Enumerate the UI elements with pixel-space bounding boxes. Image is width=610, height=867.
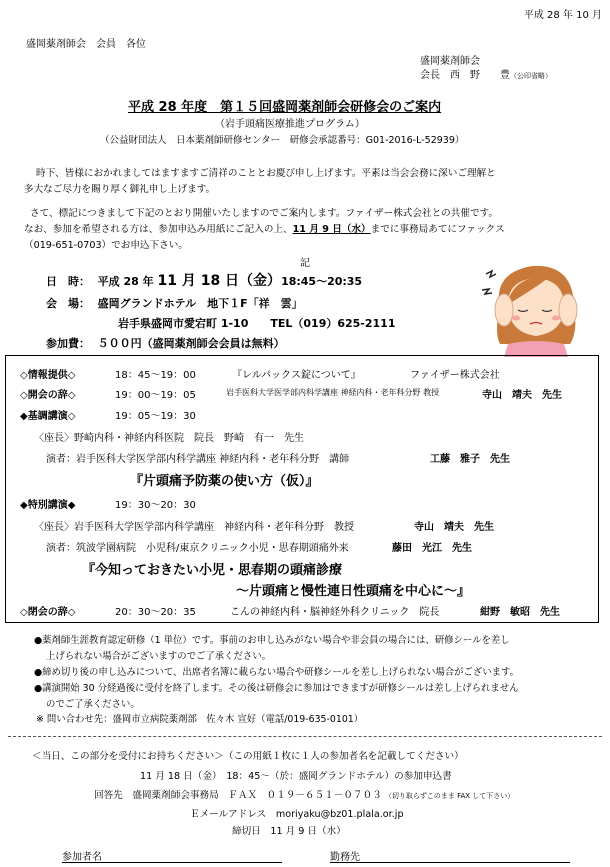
sender-name: 会長 西 野 豊（公印省略） <box>420 70 552 81</box>
special-time: 19：30～20：30 <box>115 500 196 511</box>
note-1-line2: 上げられない場合がございますのでご了承ください。 <box>46 651 272 662</box>
keynote-time: 19：05～19：30 <box>115 411 196 422</box>
cut-line <box>8 736 602 737</box>
body-para2-line1: さて、標記につきまして下記のとおり開催いたしますのでご案内します。ファイザー株式会社との共催です。 <box>30 208 498 219</box>
contact-info: ※ 問い合わせ先：盛岡市立病院薬剤部 佐々木 宣好（電話/019-635-0101） <box>36 714 364 725</box>
closing-name: 紺野 敏昭 先生 <box>480 607 560 618</box>
page-title: 平成 28 年度 第１５回盛岡薬剤師会研修会のご案内 <box>128 100 442 115</box>
body-para2-line2: なお、参加を希望される方は、参加申込み用紙にご記入の上、11 月 9 日（水）までに事務局あてにファックス <box>24 224 505 235</box>
approval-number: （公益財団法人 日本薬剤師研修センター 研修会承認番号：G01-2016-L-52939） <box>100 135 465 146</box>
special-title-line1: 『今知っておきたい小児・思春期の頭痛診療 <box>82 563 343 578</box>
note-1-line1: ●薬剤師生涯教育認定研修（1 単位）です。事前のお申し込みがない場合や非会員の場合には、研修シールを差し <box>34 635 510 646</box>
event-address: 岩手県盛岡市愛宕町 1-10 TEL（019）625-2111 <box>118 317 396 330</box>
workplace-field[interactable] <box>330 862 570 863</box>
subtitle: （岩手頭痛医療推進プログラム） <box>215 119 365 130</box>
note-2-line1: ●締め切り後の申し込みについて、出席者名簿に載らない場合や研修シールを差し上げられない場合がございます。 <box>34 667 519 678</box>
deadline-emphasis: 11 月 9 日（水） <box>292 224 371 235</box>
keynote-speaker-affil: 演者：岩手医科大学医学部内科学講座 神経内科・老年科分野 講師 <box>46 454 350 465</box>
workplace-label: 勤務先 <box>330 852 360 863</box>
note-3-line2: のでご了承ください。 <box>46 699 140 710</box>
seal-note: （公印省略） <box>510 72 552 80</box>
special-chair-name: 寺山 靖夫 先生 <box>414 522 494 533</box>
closing-time: 20：30～20：35 <box>115 607 196 618</box>
fax-note: （切り取らずこのまま FAX して下さい） <box>384 792 515 800</box>
form-title: 11 月 18 日（金） 18：45～（於：盛岡グランドホテル）の参加申込書 <box>140 771 452 782</box>
info-title: 『レルパックス錠について』 <box>232 370 361 381</box>
special-speaker-affil: 演者：筑波学園病院 小児科/東京クリニック小児・思春期頭痛外来 <box>46 543 349 554</box>
closing-label: ◇閉会の辞◇ <box>20 607 76 618</box>
special-chair-affil: 〈座長〉岩手医科大学医学部内科学講座 神経内科・老年科分野 教授 <box>34 522 354 533</box>
event-datetime: 日 時： 平成 28 年 11 月 18 日（金）18:45～20:35 <box>46 273 363 289</box>
event-fee: 参加費： ５００円（盛岡薬剤師会会員は無料） <box>46 337 285 350</box>
addressee: 盛岡薬剤師会 会員 各位 <box>26 39 146 50</box>
opening-affil: 岩手医科大学医学部内科学講座 神経内科・老年科分野 教授 <box>226 388 440 397</box>
opening-time: 19：00～19：05 <box>115 390 196 401</box>
document-date: 平成 28 年 10 月 <box>523 10 602 21</box>
keynote-title: 『片頭痛予防薬の使い方（仮）』 <box>130 474 319 489</box>
special-title-line2: ～片頭痛と慢性連日性頭痛を中心に～』 <box>236 584 471 599</box>
special-label: ◆特別講演◆ <box>20 500 76 511</box>
form-email: Ｅメールアドレス moriyaku@bz01.plala.or.jp <box>190 809 404 820</box>
keynote-chair: 〈座長〉野崎内科・神経内科医院 院長 野崎 有一 先生 <box>34 433 304 444</box>
opening-name: 寺山 靖夫 先生 <box>482 390 562 401</box>
event-venue: 会 場： 盛岡グランドホテル 地下１F「祥 雲」 <box>46 297 303 310</box>
body-para1-line1: 時下、皆様におかれましてはますますご清祥のこととお慶び申し上げます。平素は当会会務に深いご理解と <box>36 168 496 179</box>
opening-label: ◇開会の辞◇ <box>20 390 76 401</box>
headache-girl-illustration <box>478 252 590 357</box>
special-speaker-name: 藤田 光江 先生 <box>392 543 472 554</box>
body-para1-line2: 多大なご尽力を賜り厚く御礼申し上げます。 <box>24 184 216 195</box>
sender-org: 盛岡薬剤師会 <box>420 56 480 67</box>
info-company: ファイザー株式会社 <box>410 370 500 381</box>
note-3-line1: ●講演開始 30 分経過後に受付を終了します。その後は研修会に参加はできますが研修シールは差し上げられません <box>34 683 519 694</box>
info-time: 18：45～19：00 <box>115 370 196 381</box>
form-deadline: 締切日 11 月 9 日（水） <box>232 826 346 837</box>
participant-name-field[interactable] <box>62 862 282 863</box>
keynote-label: ◆基調講演◇ <box>20 411 76 422</box>
pain-lines-icon <box>482 271 496 294</box>
closing-affil: こんの神経内科・脳神経外科クリニック 院長 <box>230 607 440 618</box>
form-instruction: ＜当日、この部分を受付にお持ちください＞（この用紙１枚に１人の参加者名を記載してください） <box>32 751 464 762</box>
form-fax: 回答先 盛岡薬剤師会事務局 ＦＡＸ ０１９－６５１－０７０３ （切り取らずこのまま FAX して下さい） <box>94 790 515 801</box>
body-para2-line3: （019-651-0703）でお申込下さい。 <box>24 240 188 251</box>
info-label: ◇情報提供◇ <box>20 370 76 381</box>
keynote-speaker-name: 工藤 雅子 先生 <box>430 454 510 465</box>
participant-name-label: 参加者名 <box>62 852 102 863</box>
ki-marker: 記 <box>300 258 310 269</box>
